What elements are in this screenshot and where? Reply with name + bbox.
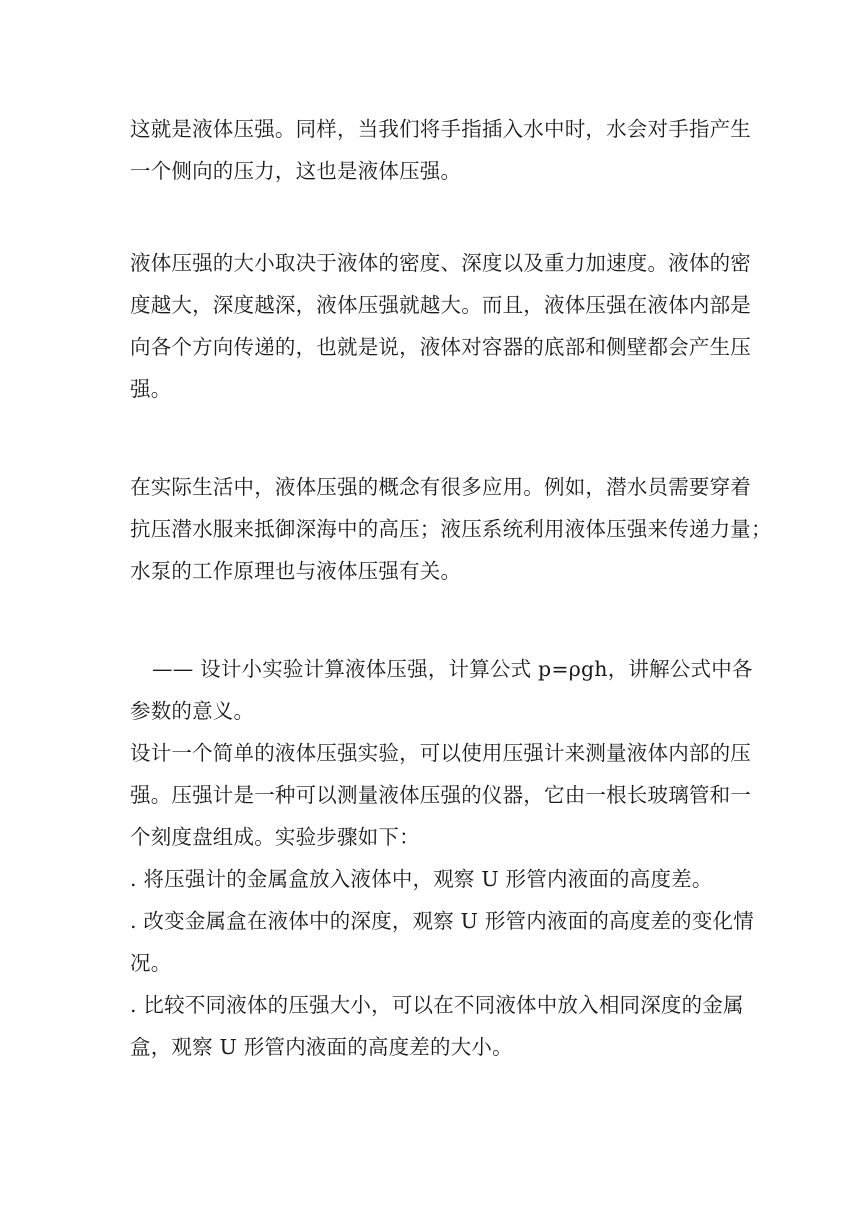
step-item-continued: 盒，观察 U 形管内液面的高度差的大小。 (130, 1035, 513, 1059)
step-item: . 改变金属盒在液体中的深度，观察 U 形管内液面的高度差的变化情 (130, 909, 754, 933)
text-line: 抗压潜水服来抵御深海中的高压；液压系统利用液体压强来传递力量； (130, 517, 772, 541)
document-page (130, 108, 772, 1068)
text-line: 个刻度盘组成。实验步骤如下： (130, 825, 420, 849)
step-item: . 比较不同液体的压强大小，可以在不同液体中放入相同深度的金属 (130, 993, 744, 1017)
text-line: 度越大，深度越深，液体压强就越大。而且，液体压强在液体内部是 (130, 293, 751, 317)
text-line: 这就是液体压强。同样，当我们将手指插入水中时，水会对手指产生 (130, 117, 751, 141)
paragraph-liquid-pressure-intro (130, 108, 751, 192)
step-item: . 将压强计的金属盒放入液体中，观察 U 形管内液面的高度差。 (130, 867, 713, 891)
paragraph-spacer (130, 592, 740, 648)
text-line: 强。压强计是一种可以测量液体压强的仪器，它由一根长玻璃管和一 (130, 783, 751, 807)
text-line: 液体压强的大小取决于液体的密度、深度以及重力加速度。液体的密 (130, 251, 751, 275)
paragraph-spacer (130, 192, 740, 242)
text-line: 水泵的工作原理也与液体压强有关。 (130, 559, 462, 583)
text-line: 设计一个简单的液体压强实验，可以使用压强计来测量液体内部的压 (130, 741, 751, 765)
text-line: 向各个方向传递的，也就是说，液体对容器的底部和侧壁都会产生压 (130, 335, 751, 359)
section-heading-continued: 参数的意义。 (130, 699, 255, 723)
text-line: 强。 (130, 377, 172, 401)
section-heading: —— 设计小实验计算液体压强，计算公式 p=ρgh，讲解公式中各 (152, 657, 753, 681)
step-item-continued: 况。 (130, 951, 172, 975)
paragraph-applications (130, 466, 772, 592)
section-experiment (130, 648, 754, 1068)
text-line: 在实际生活中，液体压强的概念有很多应用。例如，潜水员需要穿着 (130, 475, 751, 499)
paragraph-pressure-factors (130, 242, 751, 410)
paragraph-spacer (130, 410, 740, 466)
text-line: 一个侧向的压力，这也是液体压强。 (130, 159, 462, 183)
